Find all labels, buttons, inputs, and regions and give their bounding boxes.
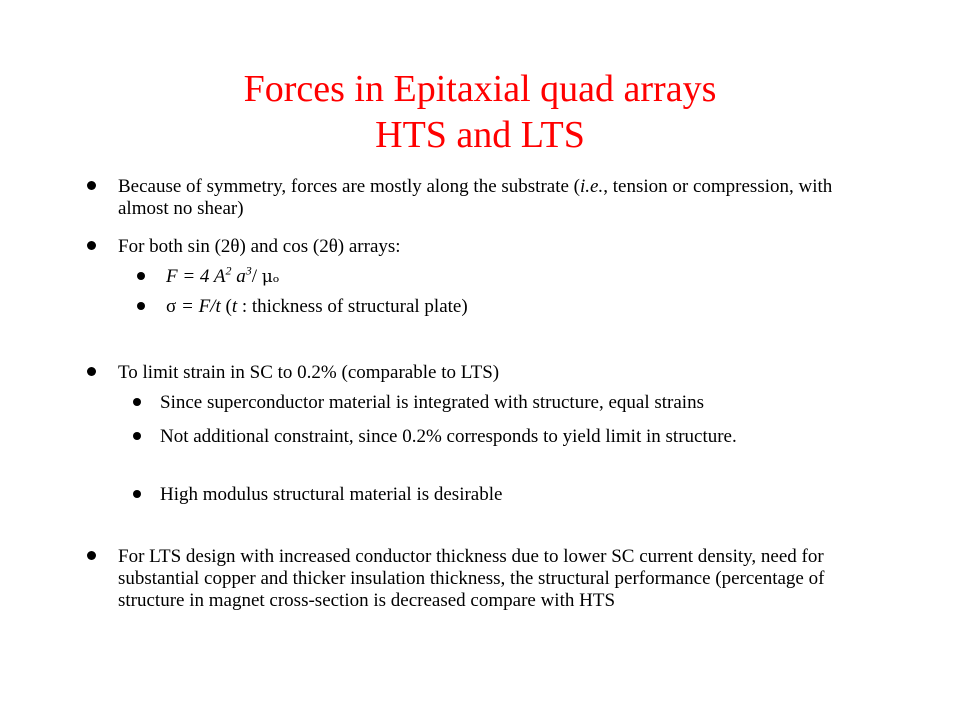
formula-eq: = — [176, 296, 199, 317]
bullet-lts-design — [118, 546, 858, 612]
formula-mu0: μₒ — [261, 267, 280, 287]
stress-formula — [166, 296, 846, 318]
sub-bullet-yield-limit — [160, 426, 850, 448]
sub-bullet-high-modulus-text: High modulus structural material is desirable — [160, 484, 503, 505]
sub-bullet-high-modulus — [160, 484, 860, 506]
text-segment: , tension or compression, with almost no shear) — [118, 176, 833, 219]
formula-a: a — [231, 266, 246, 287]
bullet-dot — [133, 432, 141, 440]
sub-bullet-yield-limit-text: Not additional constraint, since 0.2% corresponds to yield limit in structure. — [160, 426, 737, 447]
bullet-symmetry — [118, 176, 858, 220]
formula-A: A — [213, 266, 226, 287]
formula-div: / — [251, 266, 262, 287]
bullet-dot — [137, 272, 145, 280]
bullet-dot — [87, 181, 96, 190]
bullet-dot — [133, 490, 141, 498]
bullet-lts-design-text: For LTS design with increased conductor thickness due to lower SC current density, need for substantial copper and thicker insulation thickness, the structural performance (percentage of structure in magnet cross-section is decreased compare with HTS — [118, 546, 825, 611]
title-line-2: HTS and LTS — [375, 114, 585, 156]
bullet-strain-limit — [118, 362, 858, 384]
formula-ft: F/t — [198, 296, 221, 317]
formula-eq: = 4 — [177, 266, 214, 287]
force-formula — [166, 263, 846, 288]
text-italic: i.e. — [580, 176, 604, 197]
sub-bullet-equal-strains-text: Since superconductor material is integrated with structure, equal strains — [160, 392, 704, 413]
sub-bullet-force-formula — [166, 263, 846, 288]
sub-bullet-stress-formula — [166, 296, 846, 318]
title-line-1: Forces in Epitaxial quad arrays — [243, 68, 717, 110]
bullet-dot — [133, 398, 141, 406]
slide-title — [0, 66, 960, 158]
formula-exp-3: 3 — [245, 263, 252, 278]
bullet-dot — [87, 367, 96, 376]
bullet-dot — [137, 302, 145, 310]
formula-sigma: σ — [166, 296, 177, 317]
bullet-dot — [87, 241, 96, 250]
text-segment: ( — [220, 296, 232, 317]
bullet-arrays — [118, 236, 858, 258]
formula-exp-2: 2 — [225, 263, 232, 278]
bullet-arrays-text: For both sin (2θ) and cos (2θ) arrays: — [118, 236, 401, 257]
text-segment: : thickness of structural plate) — [237, 296, 468, 317]
text-segment: Because of symmetry, forces are mostly along the substrate ( — [118, 176, 581, 197]
bullet-symmetry-text — [118, 176, 858, 220]
sub-bullet-equal-strains — [160, 392, 860, 414]
formula-t: t — [231, 296, 238, 317]
bullet-dot — [87, 551, 96, 560]
bullet-strain-limit-text: To limit strain in SC to 0.2% (comparable to LTS) — [118, 362, 500, 383]
formula-F: F — [166, 266, 178, 287]
